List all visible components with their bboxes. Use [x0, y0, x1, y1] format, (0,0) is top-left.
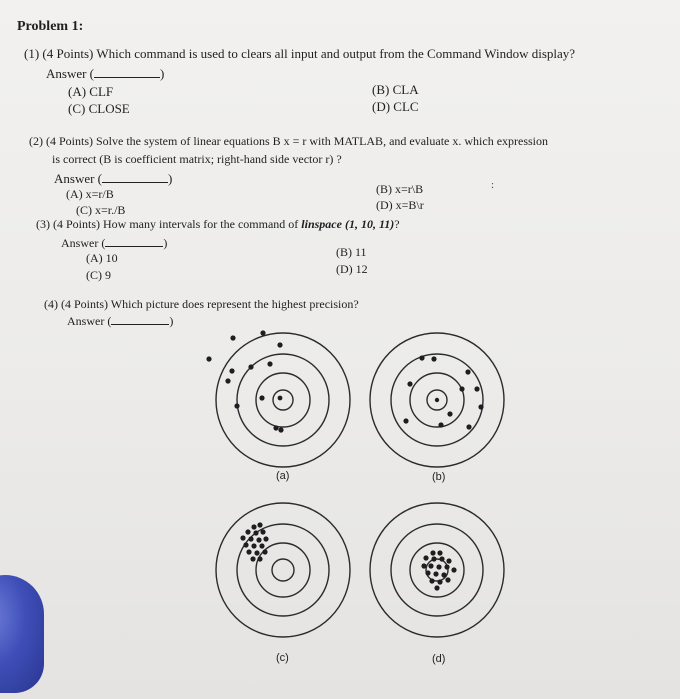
stray-mark: : — [491, 179, 495, 191]
q2-option-a: (A) x=r/B — [66, 187, 114, 201]
q2-text-line1: (2) (4 Points) Solve the system of linear equations B x = r with MATLAB, and evaluate x. which expression — [29, 134, 549, 148]
q3-option-b: (B) 11 — [336, 245, 367, 259]
q4-answer-close: ) — [169, 314, 174, 328]
q1-option-c: (C) CLOSE — [68, 101, 130, 116]
figure-label-b: (b) — [432, 471, 446, 483]
q2-option-d: (D) x=B\r — [376, 198, 424, 212]
figure-label-c: (c) — [276, 652, 289, 664]
q1-option-d: (D) CLC — [372, 99, 419, 114]
q1-answer-label: Answer ( — [46, 66, 95, 81]
q3-text-suffix: ? — [394, 217, 400, 231]
thumb-photo-artifact — [0, 575, 44, 693]
q1-text: (1) (4 Points) Which command is used to clears all input and output from the Command Window display? — [24, 46, 576, 61]
q1-option-b: (B) CLA — [372, 82, 419, 97]
q3-text-prefix: (3) (4 Points) How many intervals for the command of — [36, 217, 299, 231]
q1-answer-close: ) — [160, 66, 165, 81]
q4-answer-label: Answer ( — [67, 314, 112, 328]
q4-text: (4) (4 Points) Which picture does represent the highest precision? — [44, 297, 359, 311]
target-c — [216, 503, 350, 637]
figure-label-a: (a) — [276, 470, 290, 482]
q2-text-line2: is correct (B is coefficient matrix; right-hand side vector r) ? — [52, 152, 342, 166]
problem-title: Problem 1: — [17, 19, 84, 34]
q3-text-linspace: linspace (1, 10, 11) — [301, 217, 395, 231]
figure-label-d: (d) — [432, 653, 446, 665]
q3-option-c: (C) 9 — [86, 268, 111, 282]
q2-answer-close: ) — [168, 171, 173, 186]
q3-option-a: (A) 10 — [86, 251, 118, 265]
q3-answer-close: ) — [163, 236, 168, 250]
q3-answer-label: Answer ( — [61, 236, 106, 250]
q1-option-a: (A) CLF — [68, 84, 114, 99]
q2-answer-label: Answer ( — [54, 171, 103, 186]
target-a — [216, 333, 350, 467]
target-d — [370, 503, 504, 637]
q2-option-b: (B) x=r\B — [376, 182, 424, 196]
q3-option-d: (D) 12 — [336, 262, 368, 276]
q2-option-c: (C) x=r./B — [76, 203, 126, 217]
